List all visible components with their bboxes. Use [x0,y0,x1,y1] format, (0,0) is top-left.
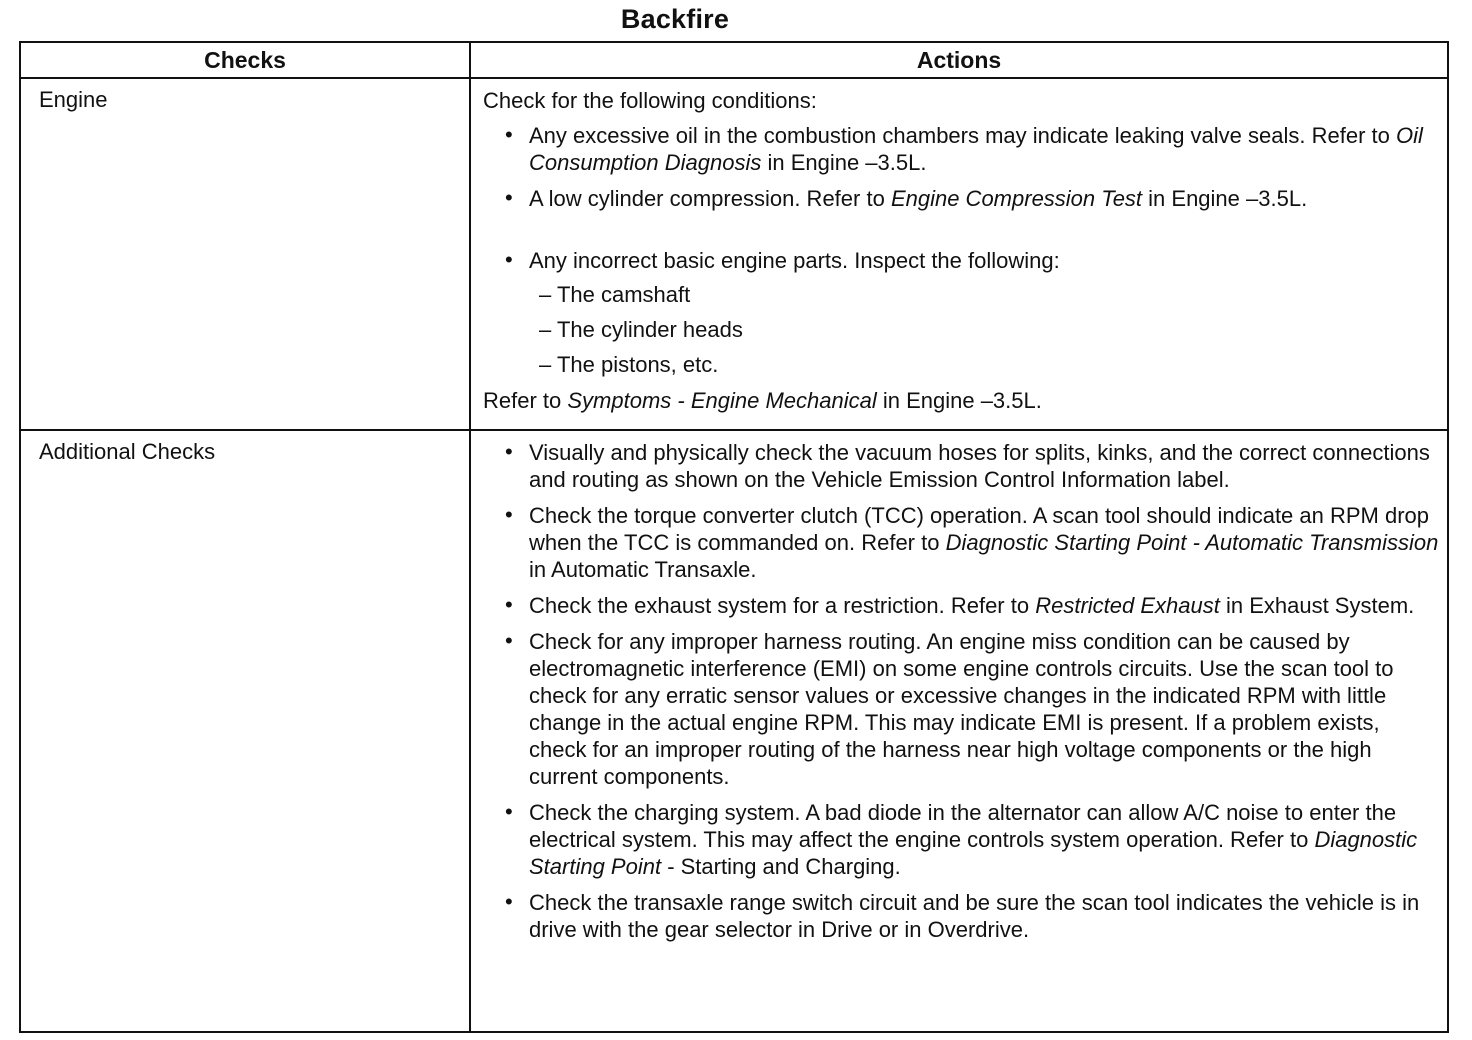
diagnostic-table [19,41,1449,1033]
list-item [503,185,1439,212]
engine-parts-list [529,281,1439,378]
engine-refer-text [483,387,1439,414]
list-item [503,592,1439,619]
additional-check-cell: Additional Checks [20,430,470,1032]
item-text: in Exhaust System. [1219,593,1415,618]
table-row [20,78,1448,430]
engine-intro-text: Check for the following conditions: [483,88,817,113]
sub-list-item: – The cylinder heads [539,317,743,342]
checks-column-header: Checks [20,42,470,78]
reference-link: Symptoms - Engine Mechanical [567,388,877,413]
table-row [20,430,1448,1032]
item-text: Any incorrect basic engine parts. Inspect the following: [529,248,1060,273]
item-text: in Engine –3.5L. [761,150,927,175]
table-header-row [20,42,1448,78]
engine-condition-list [483,122,1439,378]
list-item [503,247,1439,378]
item-text: - Starting and Charging. [661,854,901,879]
engine-action-cell [470,78,1448,430]
engine-check-cell: Engine [20,78,470,430]
item-text: in Engine –3.5L. [876,388,1042,413]
list-item: • Visually and physically check the vacuum hoses for splits, kinks, and the correct connections and routing as shown on the Vehicle Emission Control Information label. [503,439,1439,493]
item-text: A low cylinder compression. Refer to [529,186,891,211]
item-text: Refer to [483,388,568,413]
list-item [503,502,1439,583]
reference-link: Diagnostic Starting Point [529,827,1418,879]
list-item [503,799,1439,880]
reference-link: Diagnostic Starting Point - Automatic Transmission [945,530,1439,555]
reference-link: Restricted Exhaust [1035,593,1220,618]
item-text: in Engine –3.5L. [1142,186,1308,211]
list-item: • Check for any improper harness routing. An engine miss condition can be caused by electromagnetic interference (EMI) on some engine controls circuits. Use the scan tool to check for any erratic sensor values or excessive changes in the indicated RPM with little change in the actual engine RPM. This may indicate EMI is present. If a problem exists, check for an improper routing of the harness near high voltage components or the high current components. [503,628,1439,790]
list-item: • Check the transaxle range switch circuit and be sure the scan tool indicates the vehicle is in drive with the gear selector in Drive or in Overdrive. [503,889,1439,943]
additional-action-cell [470,430,1448,1032]
sub-list-item: – The camshaft [539,282,691,307]
sub-list-item: – The pistons, etc. [539,352,719,377]
reference-link: Engine Compression Test [890,186,1143,211]
item-text: Check the exhaust system for a restriction. Refer to [529,593,1036,618]
actions-column-header: Actions [470,42,1448,78]
page-title: Backfire [620,4,730,34]
item-text: Check the charging system. A bad diode in the alternator can allow A/C noise to enter the electrical system. This may affect the engine controls system operation. Refer to [529,800,1397,852]
additional-check-list [483,439,1439,943]
item-text: Any excessive oil in the combustion chambers may indicate leaking valve seals. Refer to [529,123,1396,148]
item-text: in Automatic Transaxle. [529,557,757,582]
reference-link: Oil Consumption Diagnosis [529,123,1423,175]
list-item [503,122,1439,176]
item-text: Check the torque converter clutch (TCC) operation. A scan tool should indicate an RPM drop when the TCC is commanded on. Refer to [529,503,1430,555]
